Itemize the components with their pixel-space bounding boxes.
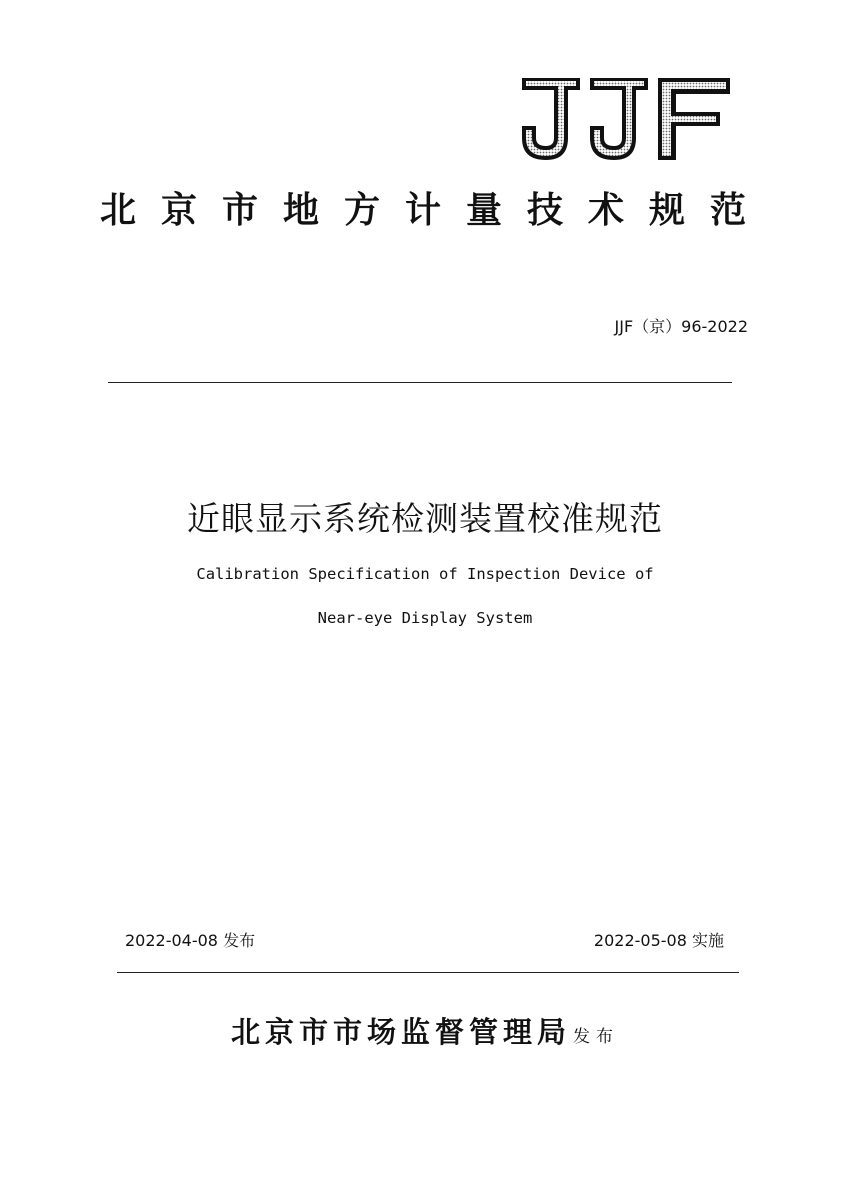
bottom-divider — [117, 972, 739, 973]
issuer-line — [0, 1010, 850, 1051]
jjf-logo — [518, 76, 732, 162]
document-title-zh: 近眼显示系统检测装置校准规范 — [187, 499, 663, 538]
issue-date: 2022-04-08 发布 — [125, 931, 256, 950]
document-title-en-line2: Near-eye Display System — [317, 609, 533, 627]
logo-letter-j-2 — [590, 78, 648, 160]
standard-number: JJF（京）96-2022 — [614, 317, 748, 336]
document-title-en-line1: Calibration Specification of Inspection Device of — [196, 565, 654, 583]
issuing-authority: 北京市市场监督管理局 — [230, 1015, 571, 1049]
logo-letter-j-1 — [522, 78, 580, 160]
issue-label: 发布 — [573, 1027, 619, 1047]
logo-letter-f — [658, 78, 730, 160]
top-divider — [108, 382, 732, 383]
standard-series-title: 北京市地方计量技术规范 — [100, 190, 772, 231]
implementation-date: 2022-05-08 实施 — [593, 931, 724, 950]
